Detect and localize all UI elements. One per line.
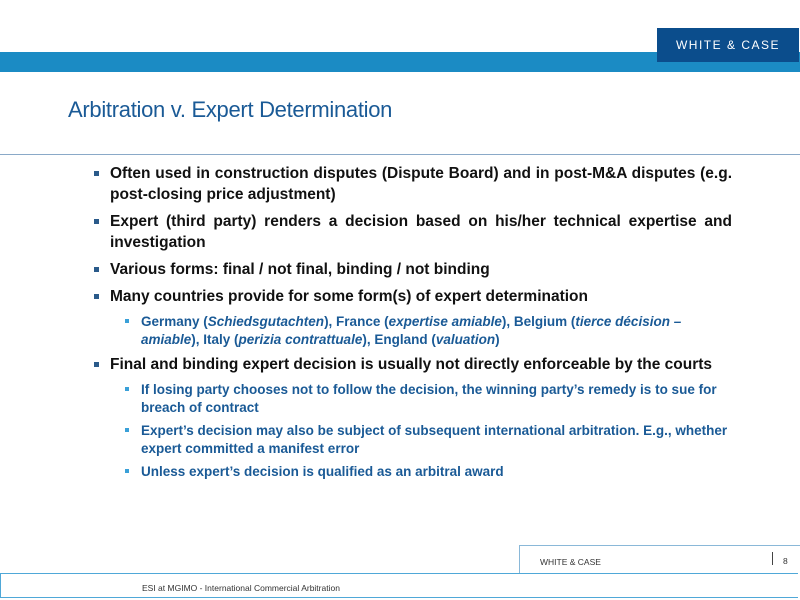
bullet-text: Expert (third party) renders a decision based on his/her technical expertise and investigation <box>110 213 732 251</box>
sub-bullet-text: If losing party chooses not to follow the decision, the winning party’s remedy is to sue for breach of contract <box>141 382 717 415</box>
square-bullet-icon <box>94 362 99 367</box>
bullet-text: Often used in construction disputes (Dispute Board) and in post-M&A disputes (e.g. post-closing price adjustment) <box>110 165 732 203</box>
sub-bullet-breach-of-contract <box>125 381 732 417</box>
footer-divider <box>519 545 800 546</box>
square-bullet-icon <box>94 267 99 272</box>
bullet-many-countries <box>94 286 732 307</box>
footer-separator <box>772 552 773 565</box>
sub-bullet-subsequent-arbitration <box>125 422 732 458</box>
square-bullet-icon <box>94 294 99 299</box>
sub-bullet-text: Unless expert’s decision is qualified as an arbitral award <box>141 464 504 479</box>
bullet-text: Various forms: final / not final, binding / not binding <box>110 261 490 278</box>
page-number: 8 <box>783 556 788 566</box>
square-bullet-icon <box>94 171 99 176</box>
square-bullet-icon <box>94 219 99 224</box>
slide-title: Arbitration v. Expert Determination <box>68 97 393 122</box>
bullet-expert-renders-decision <box>94 211 732 253</box>
bullet-text: Final and binding expert decision is usually not directly enforceable by the courts <box>110 356 713 373</box>
title-divider <box>0 154 800 155</box>
footer-caption: ESI at MGIMO - International Commercial Arbitration <box>142 583 340 593</box>
slide-body <box>94 163 732 486</box>
bullet-construction-disputes <box>94 163 732 205</box>
square-bullet-icon <box>125 319 129 323</box>
footer-brand: WHITE & CASE <box>540 557 601 567</box>
square-bullet-icon <box>125 428 129 432</box>
footer-divider-vertical <box>519 545 520 573</box>
sub-bullet-country-examples <box>125 313 732 349</box>
square-bullet-icon <box>125 387 129 391</box>
bullet-final-binding-not-enforceable <box>94 354 732 375</box>
white-case-logo: WHITE & CASE <box>657 28 799 62</box>
bullet-various-forms <box>94 259 732 280</box>
square-bullet-icon <box>125 469 129 473</box>
sub-bullet-text: Germany (Schiedsgutachten), France (expertise amiable), Belgium (tierce décision – amiable), Italy (perizia contrattuale), England (valuation) <box>141 314 682 347</box>
sub-bullet-text: Expert’s decision may also be subject of subsequent international arbitration. E.g., whether expert committed a manifest error <box>141 423 728 456</box>
sub-bullet-arbitral-award <box>125 463 732 481</box>
footer-caption-box <box>0 573 798 598</box>
bullet-text: Many countries provide for some form(s) of expert determination <box>110 288 588 305</box>
